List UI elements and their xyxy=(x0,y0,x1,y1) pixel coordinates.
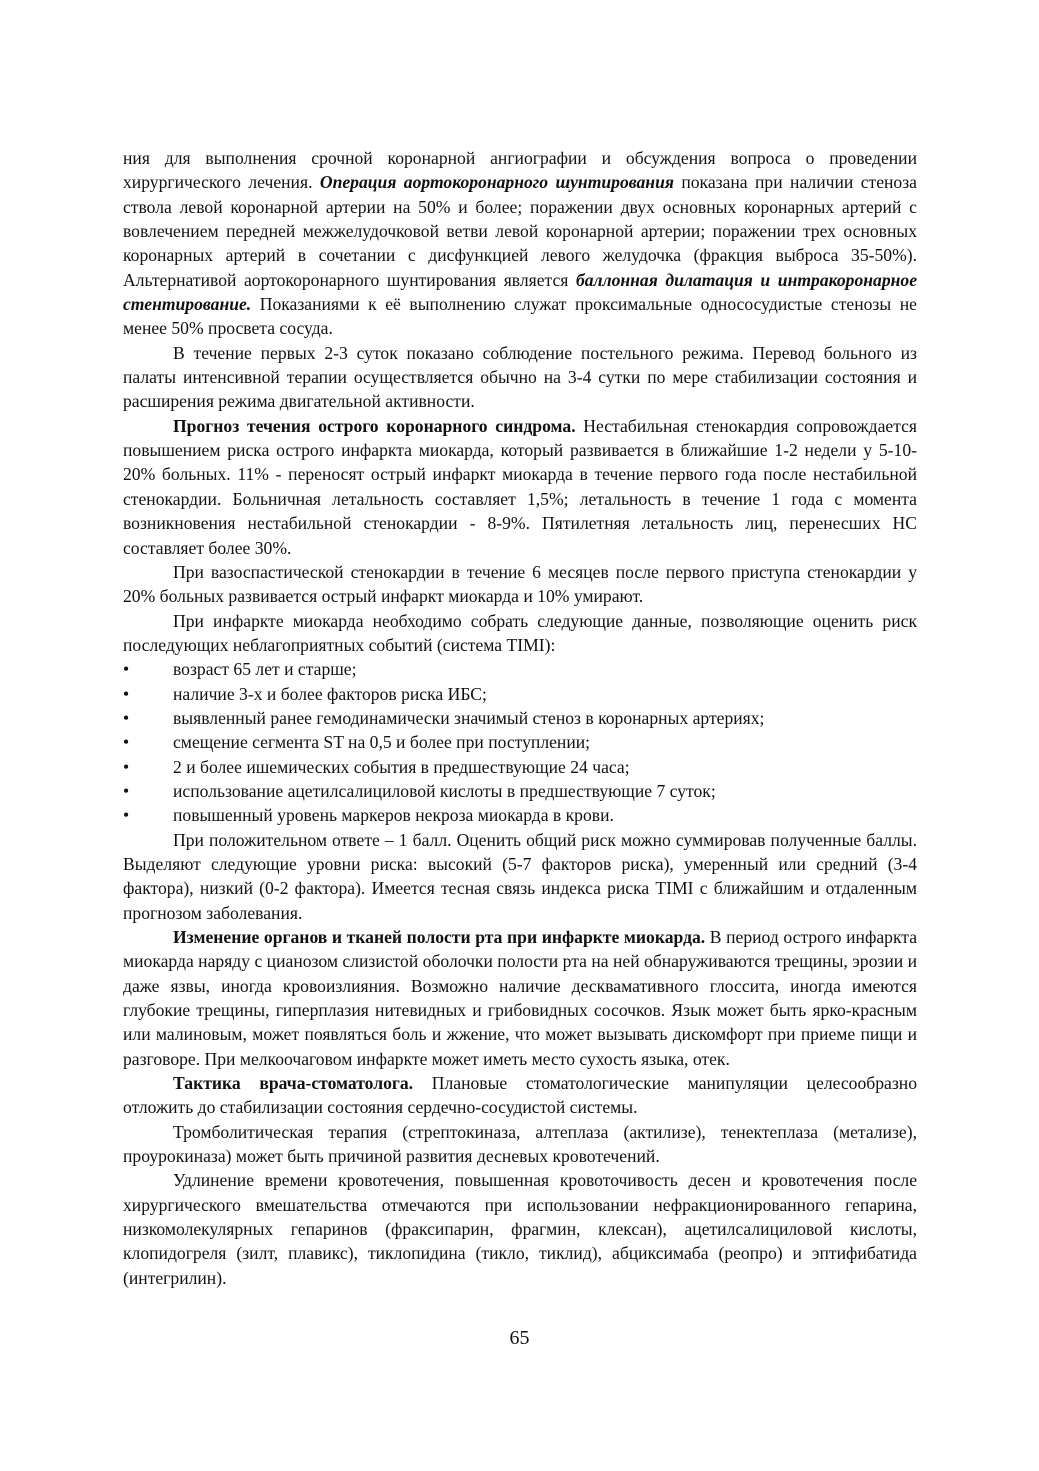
page-number: 65 xyxy=(509,1327,530,1349)
list-item-text: смещение сегмента ST на 0,5 и более при поступлении; xyxy=(173,732,591,753)
list-item-text: выявленный ранее гемодинамически значимый стеноз в коронарных артериях; xyxy=(173,707,765,728)
paragraph-text: Нестабильная стенокардия сопровождается повышением риска острого инфаркта миокарда, который развивается в ближайшие 1-2 недели у 5-10-20% больных. 11% - переносят острый инфаркт миокарда в течение первого года после нестабильной стенокардии. Больничная летальность составляет 1,5%; летальность в течение 1 года с момента возникновения нестабильной стенокардии - 8-9%. Пятилетняя летальность лиц, перенесших НС составляет более 30%. xyxy=(123,415,917,558)
list-item-text: использование ацетилсалициловой кислоты в предшествующие 7 суток; xyxy=(173,780,716,801)
paragraph-text: Плановые стоматологические манипуляции целесообразно отложить до стабилизации состояния сердечно-сосудистой системы. xyxy=(123,1073,917,1118)
paragraph-vasospastic: При вазоспастической стенокардии в течение 6 месяцев после первого приступа стенокардии у 20% больных развивается острый инфаркт миокарда и 10% умирают. xyxy=(123,561,917,607)
bullet-icon: • xyxy=(123,707,130,728)
bullet-icon: • xyxy=(123,732,130,753)
paragraph-prognosis xyxy=(123,414,917,560)
list-item xyxy=(123,755,917,779)
paragraph-timi-intro: При инфаркте миокарда необходимо собрать следующие данные, позволяющие оценить риск последующих неблагоприятных событий (система TIMI): xyxy=(123,610,917,655)
list-item-text: 2 и более ишемических события в предшествующие 24 часа; xyxy=(173,756,630,777)
bullet-icon: • xyxy=(123,659,130,680)
list-item-text: возраст 65 лет и старше; xyxy=(173,659,357,680)
paragraph-oral-changes xyxy=(123,925,917,1071)
list-item xyxy=(123,657,917,681)
heading-oral-changes: Изменение органов и тканей полости рта при инфаркте миокарда. xyxy=(173,927,706,947)
bullet-icon: • xyxy=(123,756,130,777)
bullet-icon: • xyxy=(123,683,130,704)
emphasis-cabg: Операция аортокоронарного шунтирования xyxy=(319,172,674,193)
list-item xyxy=(123,730,917,754)
page-body xyxy=(123,146,917,1290)
paragraph-text: показана при наличии стеноза ствола левой коронарной артерии на 50% и более; поражении двух основных коронарных артерий с вовлечением передней межжелудочковой ветви левой коронарной артерии; поражении трех основных коронарных артерий в сочетании с дисфункцией левого желудочка (фракция выброса 35-50%). Альтернативой аортокоронарного шунтирования является xyxy=(123,172,917,290)
heading-dentist-tactics: Тактика врача-стоматолога. xyxy=(173,1073,414,1094)
list-item xyxy=(123,803,917,827)
paragraph-text: ния для выполнения срочной коронарной ангиографии и обсуждения вопроса о проведении хирургического лечения. xyxy=(123,148,917,193)
paragraph-bed-rest: В течение первых 2-3 суток показано соблюдение постельного режима. Перевод больного из палаты интенсивной терапии осуществляется обычно на 3-4 сутки по мере стабилизации состояния и расширения режима двигательной активности. xyxy=(123,342,917,412)
list-item xyxy=(123,779,917,803)
paragraph-bleeding: Удлинение времени кровотечения, повышенная кровоточивость десен и кровотечения после хирургического вмешательства отмечаются при использовании нефракционированного гепарина, низкомолекулярных гепаринов (фраксипарин, фрагмин, клексан), ацетилсалициловой кислоты, клопидогреля (зилт, плавикс), тиклопидина (тикло, тиклид), абциксимаба (реопро) и эптифибатида (интегрилин). xyxy=(123,1170,917,1288)
timi-risk-list xyxy=(123,657,917,827)
list-item xyxy=(123,706,917,730)
heading-prognosis: Прогноз течения острого коронарного синдрома. xyxy=(173,415,576,436)
paragraph-cabg-indications xyxy=(123,146,917,341)
bullet-icon: • xyxy=(123,780,130,801)
paragraph-thrombolytic: Тромболитическая терапия (стрептокиназа, алтеплаза (актилизе), тенектеплаза (метализе), проурокиназа) может быть причиной развития десневых кровотечений. xyxy=(123,1121,917,1167)
paragraph-risk-score: При положительном ответе – 1 балл. Оценить общий риск можно суммировав полученные баллы. Выделяют следующие уровни риска: высокий (5-7 факторов риска), умеренный или средний (3-4 фактора), низкий (0-2 фактора). Имеется тесная связь индекса риска TIMI с ближайшим и отдаленным прогнозом заболевания. xyxy=(123,829,917,923)
paragraph-dentist-tactics xyxy=(123,1071,917,1120)
list-item-text: наличие 3-х и более факторов риска ИБС; xyxy=(173,683,487,704)
paragraph-text: Показаниями к её выполнению служат проксимальные однососудистые стенозы не менее 50% просвета сосуда. xyxy=(123,294,917,339)
list-item-text: повышенный уровень маркеров некроза миокарда в крови. xyxy=(173,805,614,826)
bullet-icon: • xyxy=(123,805,130,826)
paragraph-text: В период острого инфаркта миокарда наряду с цианозом слизистой оболочки полости рта на ней обнаруживаются трещины, эрозии и даже язвы, иногда кровоизлияния. Возможно наличие десквамативного глоссита, иногда имеются глубокие трещины, гиперплазия нитевидных и грибовидных сосочков. Язык может быть ярко-красным или малиновым, может появляться боль и жжение, что может вызывать дискомфорт при приеме пищи и разговоре. При мелкоочаговом инфаркте может иметь место сухость языка, отек. xyxy=(123,927,917,1069)
list-item xyxy=(123,682,917,706)
emphasis-balloon-dilatation: баллонная дилатация и интракоронарное стентирование. xyxy=(123,269,918,315)
